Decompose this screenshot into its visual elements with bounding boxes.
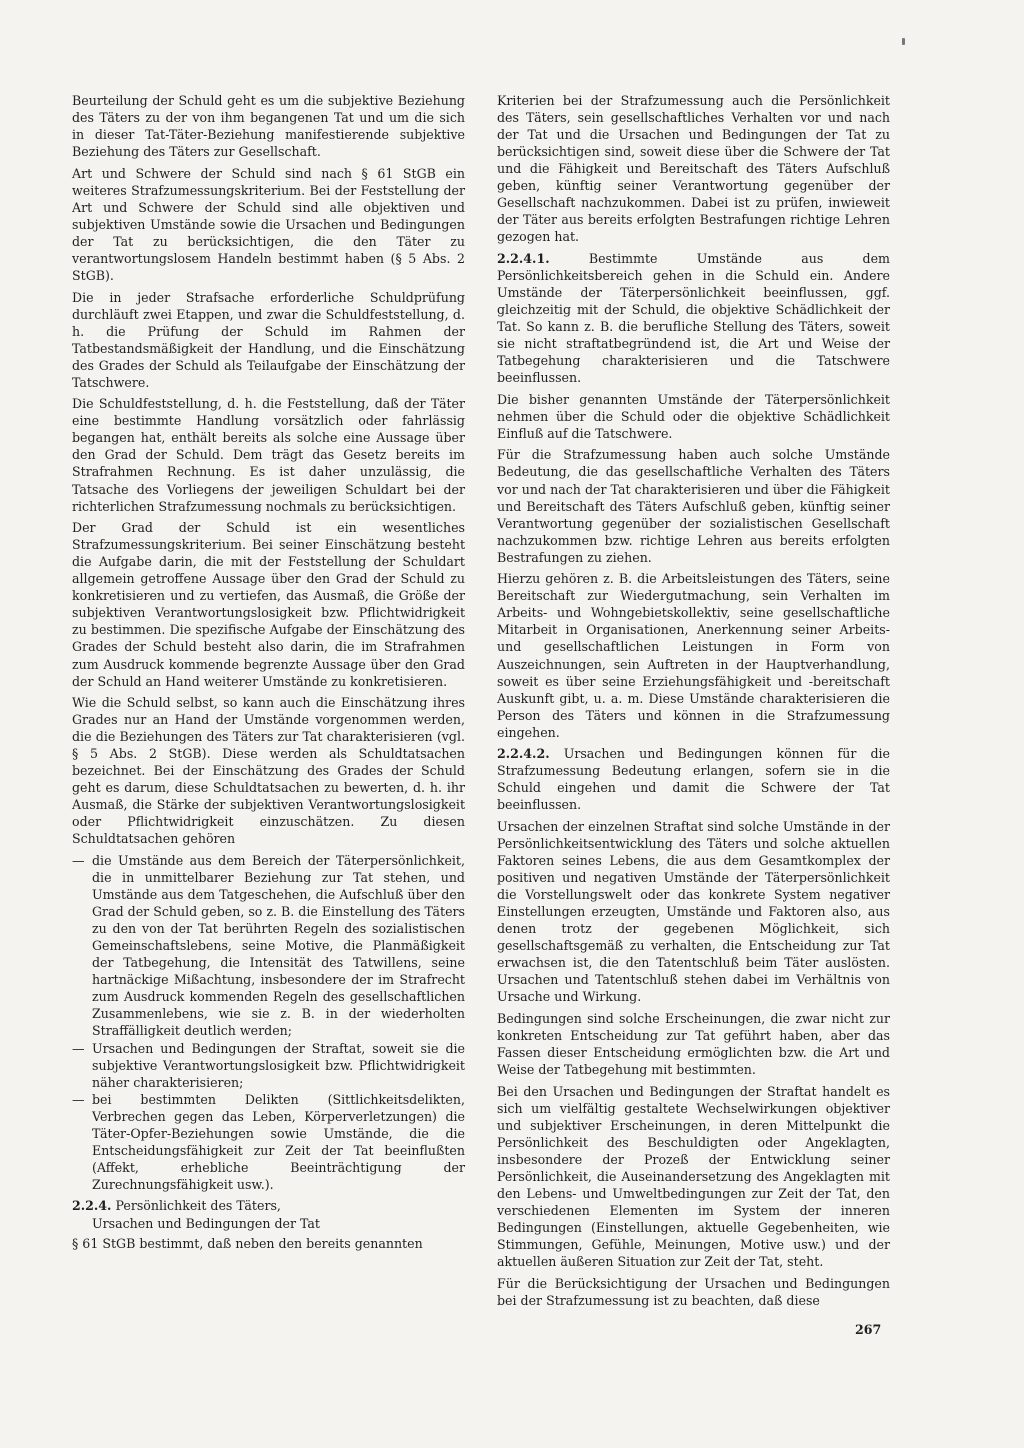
list-item [72, 1040, 465, 1091]
list-item [72, 1091, 465, 1193]
paragraph: Beurteilung der Schuld geht es um die subjektive Beziehung des Täters zu der von ihm begangenen Tat und um die sich in dieser Tat-Täter-Beziehung manifestierende subjektive Beziehung des Täters zur Gesellschaft. [72, 93, 465, 160]
paragraph: Bedingungen sind solche Erscheinungen, die zwar nicht zur konkreten Entscheidung zur Tat geführt haben, aber das Fassen dieser Entscheidung ermöglichten bzw. die Art und Weise der Tatbegehung mit bestimmten. [497, 1010, 890, 1078]
list-item-text: Ursachen und Bedingungen der Straftat, soweit sie die subjektive Verantwortungslosigkeit bzw. Pflichtwidrigkeit näher charakterisieren; [92, 1040, 465, 1090]
dash-marker: — [72, 853, 85, 869]
paragraph: § 61 StGB bestimmt, daß neben den bereits genannten [72, 1235, 423, 1251]
section-heading [72, 1197, 465, 1231]
paragraph: Ursachen der einzelnen Straftat sind solche Umstände in der Persönlichkeitsentwicklung des Täters und solche aktuellen Faktoren seines Lebens, die aus dem Gesamtkomplex der positiven und negativen Umstände der Täterpersönlichkeit die Vorstellungswelt oder das konkrete System negativer Einstellungen erzeugten, Umstände und Faktoren also, aus denen trotz der gegebenen Möglichkeit, sich gesellschaftsgemäß zu verhalten, die Entscheidung zur Tat erwachsen ist, die den Tatentschluß beim Täter auslösten. Ursachen und Tatentschluß stehen dabei im Verhältnis von Ursache und Wirkung. [497, 818, 890, 1005]
list-item-text: die Umstände aus dem Bereich der Täterpersönlichkeit, die in unmittelbarer Beziehung zur Tat stehen, und Umstände aus dem Tatgeschehen, die Aufschluß über den Grad der Schuld geben, so z. B. die Einstellung des Täters zu den von der Tat berührten Regeln des sozialistischen Gemeinschaftslebens, seine Motive, die Planmäßigkeit der Tatbegehung, die Intensität des Tatwillens, seine hartnäckige Mißachtung, insbesondere der im Strafrecht zum Ausdruck kommenden Regeln des gesellschaftlichen Zusammenlebens, wie sie z. B. in der wiederholten Straffälligkeit deutlich werden; [92, 853, 466, 1039]
paragraph: Art und Schwere der Schuld sind nach § 61 StGB ein weiteres Strafzumessungskriterium. Bei der Feststellung der Art und Schwere der Schuld sind alle objektiven und subjektiven Umstände sowie die Ursachen und Bedingungen der Tat zu berücksichtigen, die den Täter zu verantwortungslosem Handeln bestimmt haben (§ 5 Abs. 2 StGB). [72, 165, 465, 283]
list-item [72, 852, 465, 1040]
paragraph: Bei den Ursachen und Bedingungen der Straftat handelt es sich um vielfältig gestaltete Wechselwirkungen objektiver und subjektiver Erscheinungen, in deren Mittelpunkt die Persönlichkeit des Beschuldigten oder Angeklagten, insbesondere der Prozeß der Entwicklung seiner Persönlichkeit, die Auseinandersetzung des Angeklagten mit den Lebens- und Umweltbedingungen zur Zeit der Tat, den verschiedenen Elementen im System der inneren Bedingungen (Einstellungen, aktuelle Gegebenheiten, wie Stimmungen, Gefühle, Meinungen, Motive usw.) und der aktuellen äußeren Situation zur Zeit der Tat, steht. [497, 1083, 890, 1270]
subsection-number: 2.2.4.2. [497, 746, 550, 762]
paragraph: Kriterien bei der Strafzumessung auch die Persönlichkeit des Täters, sein gesellschaftliches Verhalten vor und nach der Tat und die Ursachen und Bedingungen der Tat zu berücksichtigen sind, soweit diese über die Schwere der Tat und die Fähigkeit und Bereitschaft des Täters Aufschluß geben, künftig seiner Verantwortung gegenüber der Gesellschaft nachzukommen. Dabei ist zu prüfen, inwieweit der Täter aus bereits erfolgten Bestrafungen richtige Lehren gezogen hat. [497, 93, 890, 245]
dash-marker: — [72, 1040, 85, 1056]
paragraph: Der Grad der Schuld ist ein wesentliches Strafzumessungskriterium. Bei seiner Einschätzung besteht die Aufgabe darin, die mit der Feststellung der Schuldart allgemein getroffene Aussage über den Grad der Schuld zu konkretisieren und zu vertiefen, das Ausmaß, die Größe der subjektiven Verantwortungslosigkeit bzw. Pflichtwidrigkeit zu bestimmen. Die spezifische Aufgabe der Einschätzung des Grades der Schuld besteht also darin, die im Strafrahmen zum Ausdruck kommende begrenzte Aussage über den Grad der Schuld an Hand weiterer Umstände zu konkretisieren. [72, 520, 465, 689]
section-number: 2.2.4. [72, 1198, 112, 1214]
paragraph: Hierzu gehören z. B. die Arbeitsleistungen des Täters, seine Bereitschaft zur Wiedergutmachung, sein Verhalten im Arbeits- und Wohngebietskollektiv, seine gesellschaftliche Mitarbeit in Organisationen, Anerkennung seiner Arbeits- und gesellschaftlichen Leistungen in Form von Auszeichnungen, sein Auftreten in der Hauptverhandlung, soweit es über seine Erziehungsfähigkeit und -bereitschaft Auskunft gibt, u. a. m. Diese Umstände charakterisieren die Person des Täters und können in die Strafzumessung eingehen. [497, 571, 890, 740]
paragraph: Für die Strafzumessung haben auch solche Umstände Bedeutung, die das gesellschaftliche Verhalten des Täters vor und nach der Tat charakterisieren und über die Fähigkeit und Bereitschaft des Täters Aufschluß geben, künftig seiner Verantwortung gegenüber der sozialistischen Gesellschaft nachzukommen bzw. richtige Lehren aus bereits erfolgten Bestrafungen zu ziehen. [497, 447, 890, 565]
subsection-paragraph [497, 250, 890, 386]
section-title-line1: Persönlichkeit des Täters, [115, 1198, 281, 1214]
subsection-text: Bestimmte Umstände aus dem Persönlichkeitsbereich gehen in die Schuld ein. Andere Umstände der Täterpersönlichkeit beeinflussen, ggf. gleichzeitig mit der Schuld, die objektive Schädlichkeit der Tat. So kann z. B. die berufliche Stellung des Täters, soweit sie nicht straftatbegründend ist, die Art und Weise der Tatbegehung charakterisieren und die Tatschwere beeinflussen. [497, 250, 890, 386]
list-item-text: bei bestimmten Delikten (Sittlichkeitsdelikten, Verbrechen gegen das Leben, Körperverletzungen) die Täter-Opfer-Beziehungen sowie Umstände, die die Entscheidungsfähigkeit zur Zeit der Tat beeinflußten (Affekt, erhebliche Beeinträchtigung der Zurechnungsfähigkeit usw.). [92, 1091, 465, 1192]
subsection-number: 2.2.4.1. [497, 250, 550, 266]
right-column [497, 92, 890, 1313]
page-number: 267 [855, 1322, 882, 1337]
paragraph: Die bisher genannten Umstände der Täterpersönlichkeit nehmen über die Schuld oder die objektive Schädlichkeit Einfluß auf die Tatschwere. [497, 391, 890, 441]
dash-list [72, 852, 465, 1193]
left-column [72, 92, 465, 1256]
scan-speck [902, 38, 905, 45]
subsection-paragraph [497, 745, 890, 813]
paragraph: Für die Berücksichtigung der Ursachen und Bedingungen bei der Strafzumessung ist zu beachten, daß diese [497, 1275, 890, 1308]
paragraph: Die in jeder Strafsache erforderliche Schuldprüfung durchläuft zwei Etappen, und zwar die Schuldfeststellung, d. h. die Prüfung der Schuld im Rahmen der Tatbestandsmäßigkeit der Handlung, und die Einschätzung des Grades der Schuld als Teilaufgabe der Einschätzung der Tatschwere. [72, 289, 465, 390]
paragraph: Die Schuldfeststellung, d. h. die Feststellung, daß der Täter eine bestimmte Handlung vorsätzlich oder fahrlässig begangen hat, enthält bereits als solche eine Aussage über den Grad der Schuld. Dem trägt das Gesetz bereits im Strafrahmen Rechnung. Es ist daher unzulässig, die Tatsache des Vorliegens der jeweiligen Schuldart bei der richterlichen Strafzumessung nochmals zu berücksichtigen. [72, 396, 465, 514]
section-title-line2: Ursachen und Bedingungen der Tat [92, 1215, 320, 1231]
dash-marker: — [72, 1091, 85, 1107]
subsection-text: Ursachen und Bedingungen können für die Strafzumessung Bedeutung erlangen, sofern sie in die Schuld eingehen und damit die Schwere der Tat beeinflussen. [497, 746, 890, 813]
paragraph: Wie die Schuld selbst, so kann auch die Einschätzung ihres Grades nur an Hand der Umstände vorgenommen werden, die die Beziehungen des Täters zur Tat charakterisieren (vgl. § 5 Abs. 2 StGB). Diese werden als Schuldtatsachen bezeichnet. Bei der Einschätzung des Grades der Schuld geht es darum, diese Schuldtatsachen zu bewerten, d. h. ihr Ausmaß, die Stärke der subjektiven Verantwortungslosigkeit oder Pflichtwidrigkeit einzuschätzen. Zu diesen Schuldtatsachen gehören [72, 695, 465, 847]
